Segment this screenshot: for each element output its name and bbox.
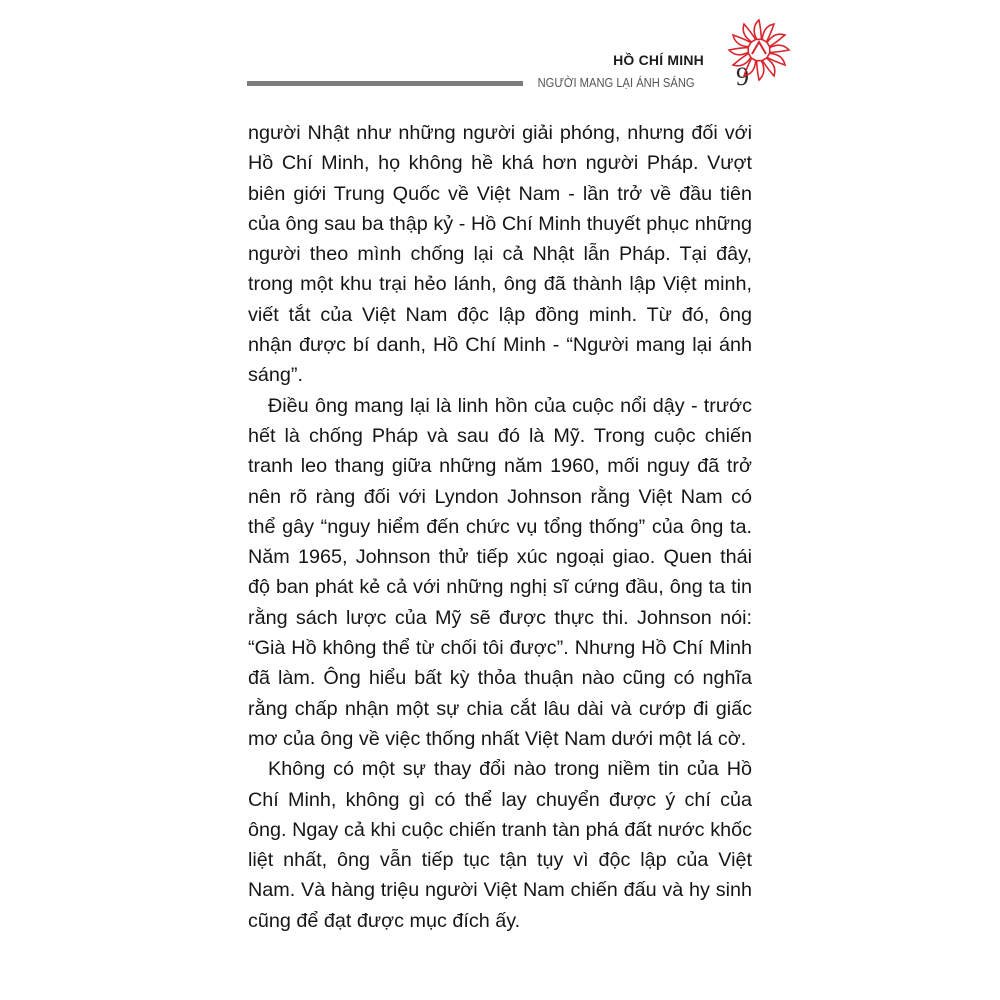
logo-petal: [762, 24, 774, 42]
logo-petal: [729, 48, 748, 55]
paragraph: Không có một sự thay đổi nào trong niềm tin của Hồ Chí Minh, không gì có thể lay chuyển được ý chí của ông. Ngay cả khi cuộc chiến tranh tàn phá đất nước khốc liệt nhất, ông vẫn tiếp tục tận tụy vì độc lập của Việt Nam. Và hàng triệu người Việt Nam chiến đấu và hy sinh cũng để đạt được mục đích ấy.: [248, 758, 752, 932]
header-rule: [247, 81, 523, 86]
page-header: [0, 0, 1000, 110]
red-star-logo-icon: [726, 18, 792, 82]
paragraph: Điều ông mang lại là linh hồn của cuộc nổi dậy - trước hết là chống Pháp và sau đó là Mỹ. Trong cuộc chiến tranh leo thang giữa những năm 1960, mối nguy đã trở nên rõ ràng đối với Lyndon Johnson rằng Việt Nam có thể gây “nguy hiểm đến chức vụ tổng thống” của ông ta. Năm 1965, Johnson thử tiếp xúc ngoại giao. Quen thái độ ban phát kẻ cả với những nghị sĩ cứng đầu, ông ta tin rằng sách lược của Mỹ sẽ được thực thi. Johnson nói: “Già Hồ không thể từ chối tôi được”. Nhưng Hồ Chí Minh đã làm. Ông hiểu bất kỳ thỏa thuận nào cũng có nghĩa rằng chấp nhận một sự chia cắt lâu dài và cướp đi giấc mơ của ông về việc thống nhất Việt Nam dưới một lá cờ.: [248, 394, 752, 750]
logo-petal: [757, 61, 764, 80]
paragraph: người Nhật như những người giải phóng, nhưng đối với Hồ Chí Minh, họ không hề khá hơn người Pháp. Vượt biên giới Trung Quốc về Việt Nam - lần trở về đầu tiên của ông sau ba thập kỷ - Hồ Chí Minh thuyết phục những người theo mình chống lại cả Nhật lẫn Pháp. Tại đây, trong một khu trại hẻo lánh, ông đã thành lập Việt minh, viết tắt của Việt Nam độc lập đồng minh. Từ đó, ông nhận được bí danh, Hồ Chí Minh - “Người mang lại ánh sáng”.: [248, 122, 752, 387]
logo-petal: [754, 20, 761, 39]
body-text: [248, 118, 752, 936]
logo-petal: [744, 58, 756, 76]
running-header-title: HỒ CHÍ MINH: [613, 52, 704, 68]
logo-petal: [770, 45, 789, 52]
logo-petal: [767, 53, 785, 65]
logo-petal: [733, 35, 751, 47]
running-header-subtitle: NGƯỜI MANG LẠI ÁNH SÁNG: [537, 75, 695, 90]
page-number: 9: [736, 62, 749, 91]
